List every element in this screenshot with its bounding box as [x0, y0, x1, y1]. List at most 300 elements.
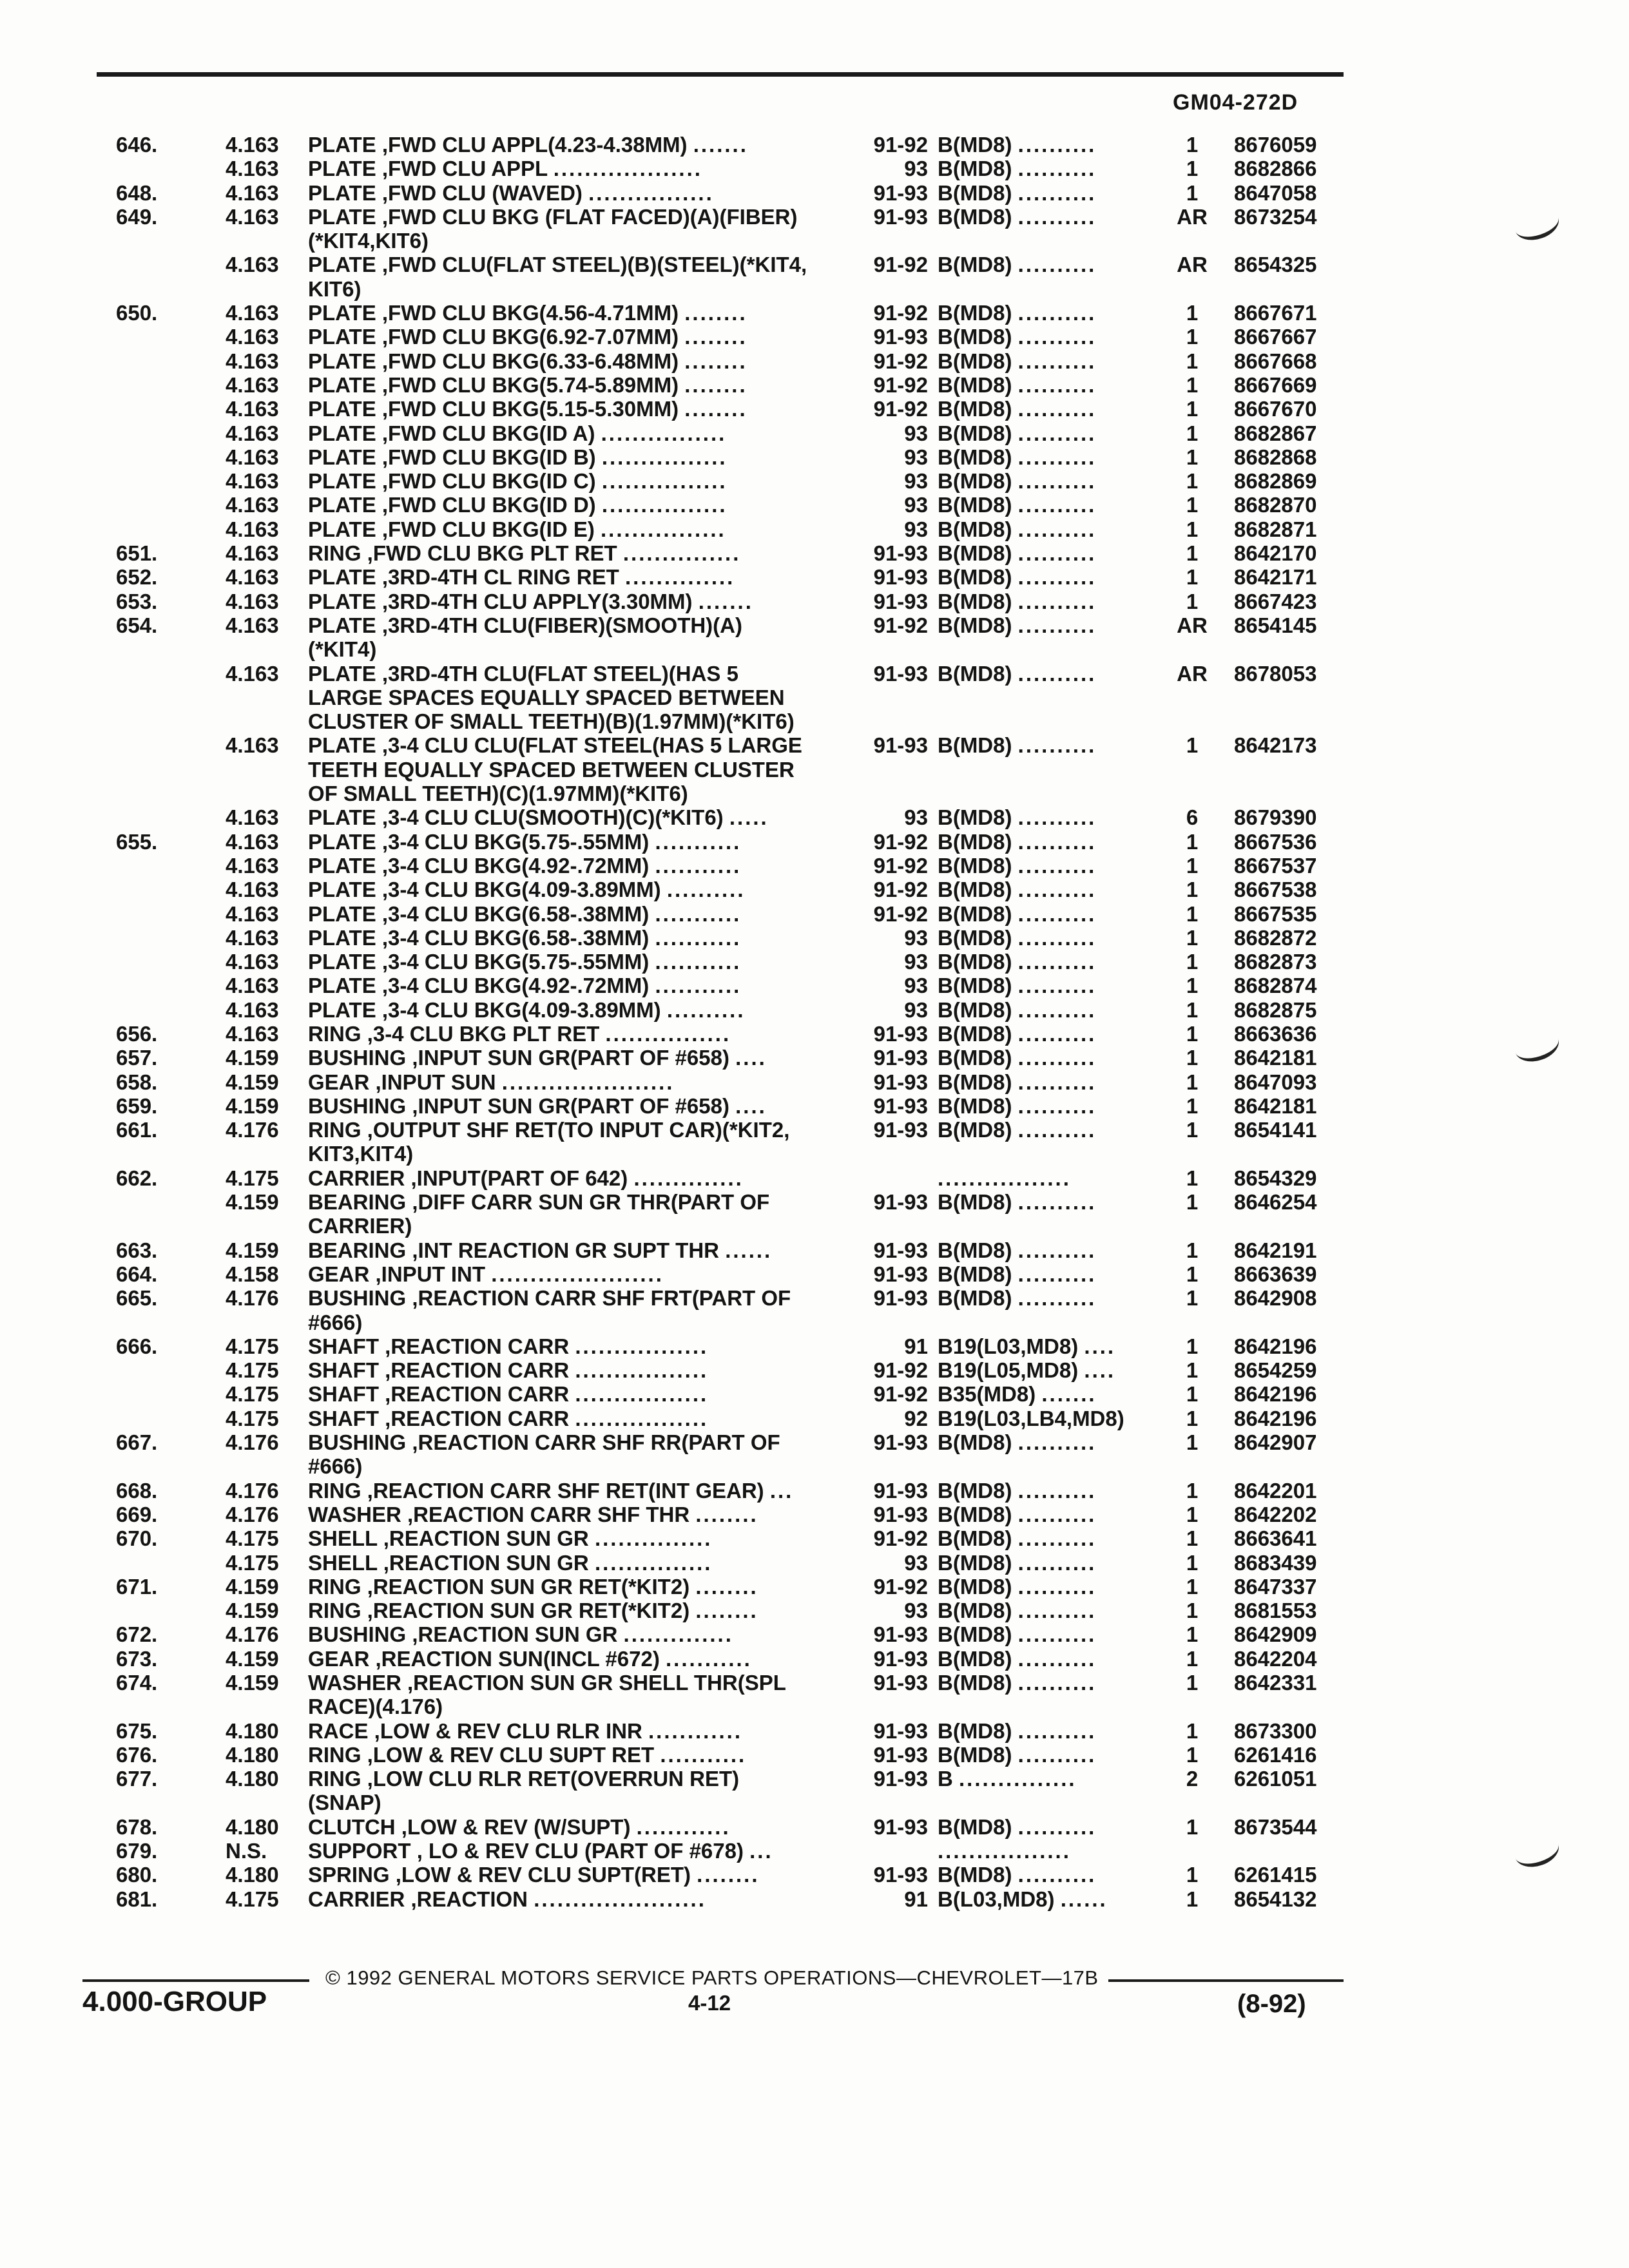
leader-dots: ...............	[594, 1526, 713, 1551]
parts-row	[0, 1311, 1629, 1334]
part-description: PLATE ,FWD CLU BKG(ID C) ................	[308, 469, 728, 494]
group-number: N.S.	[226, 1839, 267, 1863]
parts-row	[0, 1454, 1629, 1478]
leader-dots: ..........	[1017, 1550, 1097, 1575]
parts-row	[0, 517, 1629, 541]
parts-row	[0, 1190, 1629, 1214]
item-number: 659.	[116, 1093, 158, 1118]
leader-dots: ..............	[633, 1166, 744, 1190]
parts-row	[0, 1526, 1629, 1550]
quantity: 1	[1186, 733, 1199, 758]
quantity: 1	[1186, 1742, 1199, 1767]
quantity: AR	[1177, 613, 1208, 637]
group-number: 4.163	[226, 493, 279, 517]
parts-row	[0, 445, 1629, 469]
part-number: 8682872	[1234, 925, 1317, 950]
application: B(MD8) ..........	[938, 204, 1097, 229]
part-description: SHAFT ,REACTION CARR .................	[308, 1334, 709, 1358]
model-years: 91-92	[873, 1574, 928, 1599]
application: B(MD8) ..........	[938, 1718, 1097, 1743]
model-years: 91-92	[873, 1382, 928, 1407]
group-number: 4.159	[226, 1238, 279, 1262]
part-number: 8667538	[1234, 878, 1317, 902]
part-number: 8682869	[1234, 469, 1317, 494]
copyright-notice: © 1992 GENERAL MOTORS SERVICE PARTS OPERATIONS—CHEVROLET—17B	[325, 1966, 1099, 1989]
application: B(MD8) ..........	[938, 1238, 1097, 1262]
quantity: 1	[1186, 133, 1199, 157]
application: B(MD8) ..........	[938, 1550, 1097, 1575]
leader-dots: ...............	[622, 541, 741, 566]
footer-rule-left	[82, 1979, 309, 1982]
part-description: PLATE ,3-4 CLU BKG(6.58-.38MM) ...........	[308, 901, 742, 926]
parts-row	[0, 1142, 1629, 1166]
part-description: PLATE ,3RD-4TH CLU(FIBER)(SMOOTH)(A)	[308, 613, 742, 637]
leader-dots: ...................	[553, 157, 702, 181]
application: B(MD8) ..........	[938, 878, 1097, 902]
leader-dots: ..........	[1017, 180, 1097, 205]
leader-dots: ..........	[1017, 878, 1097, 902]
part-number: 8673254	[1234, 204, 1317, 229]
part-number: 8679390	[1234, 805, 1317, 830]
part-number: 8676059	[1234, 133, 1317, 157]
parts-list	[0, 133, 1629, 1911]
quantity: 1	[1186, 589, 1199, 613]
quantity: 1	[1186, 1382, 1199, 1407]
parts-row	[0, 325, 1629, 349]
leader-dots: ........	[684, 325, 747, 349]
part-number: 6261051	[1234, 1767, 1317, 1791]
leader-dots: .......	[1041, 1382, 1097, 1407]
application: B(MD8) ..........	[938, 493, 1097, 517]
application: B19(L03,LB4,MD8)	[938, 1406, 1124, 1430]
leader-dots: ..........	[1017, 1718, 1097, 1743]
model-years: 91-93	[873, 541, 928, 566]
group-number: 4.159	[226, 1093, 279, 1118]
application: B(MD8) ..........	[938, 1262, 1097, 1286]
part-number: 8642170	[1234, 541, 1317, 566]
part-description: TEETH EQUALLY SPACED BETWEEN CLUSTER	[308, 757, 795, 782]
model-years: 91-93	[873, 325, 928, 349]
item-number: 655.	[116, 829, 158, 854]
leader-dots: ..........	[1017, 253, 1097, 277]
parts-row	[0, 1839, 1629, 1863]
part-description: PLATE ,3-4 CLU BKG(4.92-.72MM) ...........	[308, 853, 742, 878]
application: B(MD8) ..........	[938, 397, 1097, 421]
part-description: PLATE ,FWD CLU BKG(6.92-7.07MM) ........	[308, 325, 747, 349]
leader-dots: ..........	[1017, 445, 1097, 469]
part-description: PLATE ,3-4 CLU BKG(6.58-.38MM) ...........	[308, 925, 742, 950]
part-description: (SNAP)	[308, 1791, 381, 1815]
application: B(MD8) ..........	[938, 1646, 1097, 1671]
part-description: PLATE ,3-4 CLU BKG(4.09-3.89MM) ..........	[308, 878, 746, 902]
leader-dots: ..........	[1017, 1190, 1097, 1215]
leader-dots: ........	[697, 1863, 760, 1887]
part-description: CARRIER)	[308, 1214, 412, 1238]
item-number: 672.	[116, 1622, 158, 1647]
leader-dots: ..........	[1017, 1046, 1097, 1070]
revision-date: (8-92)	[1237, 1990, 1306, 2018]
part-number: 8654329	[1234, 1166, 1317, 1190]
item-number: 677.	[116, 1767, 158, 1791]
quantity: 1	[1186, 1286, 1199, 1311]
application: B(MD8) ..........	[938, 974, 1097, 998]
leader-dots: ..........	[1017, 1671, 1097, 1695]
part-number: 8667535	[1234, 901, 1317, 926]
group-number: 4.163	[226, 950, 279, 974]
part-description: RING ,LOW & REV CLU SUPT RET ...........	[308, 1742, 747, 1767]
application: B19(L05,MD8) ....	[938, 1358, 1116, 1383]
group-number: 4.163	[226, 445, 279, 469]
quantity: 1	[1186, 974, 1199, 998]
parts-row	[0, 469, 1629, 493]
parts-row	[0, 709, 1629, 733]
parts-row	[0, 782, 1629, 805]
model-years: 91-93	[873, 1671, 928, 1695]
part-description: PLATE ,3-4 CLU BKG(5.75-.55MM) ...........	[308, 829, 742, 854]
parts-row	[0, 637, 1629, 661]
application: B(MD8) ..........	[938, 1622, 1097, 1647]
parts-row	[0, 1358, 1629, 1382]
part-description: BEARING ,DIFF CARR SUN GR THR(PART OF	[308, 1190, 770, 1215]
parts-row	[0, 733, 1629, 757]
parts-row	[0, 854, 1629, 878]
catalog-code: GM04-272D	[1173, 90, 1298, 115]
leader-dots: ........	[684, 372, 747, 397]
parts-row	[0, 830, 1629, 854]
quantity: 1	[1186, 853, 1199, 878]
part-description: (*KIT4,KIT6)	[308, 229, 429, 253]
part-number: 6261415	[1234, 1863, 1317, 1887]
parts-row	[0, 1863, 1629, 1887]
model-years: 93	[904, 1599, 928, 1623]
model-years: 91-93	[873, 180, 928, 205]
part-description: BUSHING ,REACTION SUN GR ..............	[308, 1622, 733, 1647]
model-years: 91-93	[873, 661, 928, 686]
parts-row	[0, 373, 1629, 397]
model-years: 91-92	[873, 253, 928, 277]
leader-dots: ..........	[1017, 974, 1097, 998]
part-description: BEARING ,INT REACTION GR SUPT THR ......	[308, 1238, 773, 1262]
model-years: 93	[904, 805, 928, 830]
part-description: PLATE ,FWD CLU BKG(ID B) ................	[308, 445, 728, 469]
quantity: 1	[1186, 1093, 1199, 1118]
leader-dots: ..........	[1017, 1286, 1097, 1311]
group-number: 4.163	[226, 925, 279, 950]
group-number: 4.159	[226, 1070, 279, 1094]
group-number: 4.159	[226, 1646, 279, 1671]
part-number: 8642173	[1234, 733, 1317, 758]
application: B(MD8) ..........	[938, 349, 1097, 373]
part-description: SHAFT ,REACTION CARR .................	[308, 1358, 709, 1383]
model-years: 91-93	[873, 1863, 928, 1887]
leader-dots: ....	[1084, 1358, 1116, 1383]
group-number: 4.163	[226, 565, 279, 590]
parts-row	[0, 878, 1629, 901]
parts-row	[0, 1791, 1629, 1814]
group-number: 4.163	[226, 829, 279, 854]
model-years: 91-92	[873, 372, 928, 397]
model-years: 91-92	[873, 901, 928, 926]
quantity: 1	[1186, 1190, 1199, 1215]
part-number: 8682875	[1234, 997, 1317, 1022]
part-description: PLATE ,FWD CLU BKG(ID A) ................	[308, 421, 727, 445]
application: B(MD8) ..........	[938, 1574, 1097, 1599]
leader-dots: .................	[575, 1382, 709, 1407]
application: B35(MD8) .......	[938, 1382, 1097, 1407]
part-number: 8682866	[1234, 157, 1317, 181]
group-number: 4.163	[226, 349, 279, 373]
model-years: 91-93	[873, 1430, 928, 1455]
application: B(MD8) ..........	[938, 1526, 1097, 1551]
part-description: PLATE ,FWD CLU BKG(6.33-6.48MM) ........	[308, 349, 747, 373]
part-description: PLATE ,FWD CLU BKG(5.74-5.89MM) ........	[308, 372, 747, 397]
part-description: PLATE ,3-4 CLU BKG(5.75-.55MM) ...........	[308, 950, 742, 974]
item-number: 670.	[116, 1526, 158, 1551]
parts-row	[0, 805, 1629, 829]
parts-row	[0, 1815, 1629, 1839]
part-number: 6261416	[1234, 1742, 1317, 1767]
part-description: BUSHING ,REACTION CARR SHF FRT(PART OF	[308, 1286, 791, 1311]
quantity: 1	[1186, 541, 1199, 566]
leader-dots: ..........	[1017, 517, 1097, 541]
group-number: 4.176	[226, 1118, 279, 1142]
quantity: 1	[1186, 445, 1199, 469]
leader-dots: .......	[698, 589, 753, 613]
model-years: 91-92	[873, 301, 928, 325]
part-number: 8667423	[1234, 589, 1317, 613]
quantity: 1	[1186, 1599, 1199, 1623]
model-years: 91-92	[873, 829, 928, 854]
group-number: 4.175	[226, 1334, 279, 1358]
part-description: SUPPORT , LO & REV CLU (PART OF #678) ...	[308, 1839, 773, 1863]
part-number: 8654325	[1234, 253, 1317, 277]
leader-dots: ..........	[1017, 1430, 1097, 1455]
application: B(MD8) ..........	[938, 805, 1097, 830]
part-description: RING ,FWD CLU BKG PLT RET ...............	[308, 541, 741, 566]
leader-dots: ...........	[655, 974, 742, 998]
model-years: 91-93	[873, 589, 928, 613]
leader-dots: .................	[938, 1166, 1071, 1190]
leader-dots: ..........	[1017, 589, 1097, 613]
group-number: 4.163	[226, 901, 279, 926]
leader-dots: ...........	[655, 901, 742, 926]
model-years: 93	[904, 950, 928, 974]
part-description: PLATE ,FWD CLU BKG (FLAT FACED)(A)(FIBER)	[308, 204, 798, 229]
part-description: PLATE ,3-4 CLU CLU(FLAT STEEL(HAS 5 LARGE	[308, 733, 802, 758]
part-description: WASHER ,REACTION CARR SHF THR ........	[308, 1502, 758, 1526]
model-years: 91-93	[873, 1070, 928, 1094]
application: B(MD8) ..........	[938, 901, 1097, 926]
parts-row	[0, 397, 1629, 421]
part-description: #666)	[308, 1310, 363, 1334]
leader-dots: ...........	[655, 829, 742, 854]
part-description: PLATE ,3RD-4TH CLU(FLAT STEEL)(HAS 5	[308, 661, 738, 686]
application: B(MD8) ..........	[938, 1863, 1097, 1887]
model-years: 91	[904, 1887, 928, 1911]
parts-row	[0, 926, 1629, 950]
part-description: BUSHING ,INPUT SUN GR(PART OF #658) ....	[308, 1046, 767, 1070]
parts-row	[0, 950, 1629, 974]
quantity: 1	[1186, 1718, 1199, 1743]
quantity: 1	[1186, 1021, 1199, 1046]
leader-dots: ..........	[666, 997, 746, 1022]
part-number: 8642201	[1234, 1478, 1317, 1503]
model-years: 91-93	[873, 1118, 928, 1142]
item-number: 668.	[116, 1478, 158, 1503]
group-number: 4.175	[226, 1550, 279, 1575]
leader-dots: ......................	[501, 1070, 675, 1094]
parts-row	[0, 253, 1629, 276]
page-number: 4-12	[688, 1991, 731, 2015]
leader-dots: ........	[695, 1599, 758, 1623]
leader-dots: ...........	[655, 925, 742, 950]
application: B(MD8) ..........	[938, 589, 1097, 613]
leader-dots: ..........	[1017, 204, 1097, 229]
group-number: 4.163	[226, 133, 279, 157]
quantity: 1	[1186, 1863, 1199, 1887]
part-description: PLATE ,FWD CLU BKG(5.15-5.30MM) ........	[308, 397, 747, 421]
item-number: 656.	[116, 1021, 158, 1046]
item-number: 678.	[116, 1814, 158, 1839]
item-number: 679.	[116, 1839, 158, 1863]
leader-dots: ..........	[1017, 421, 1097, 445]
group-number: 4.163	[226, 372, 279, 397]
application: B(MD8) ..........	[938, 1286, 1097, 1311]
part-number: 8667670	[1234, 397, 1317, 421]
quantity: 1	[1186, 517, 1199, 541]
part-description: PLATE ,3-4 CLU CLU(SMOOTH)(C)(*KIT6) .....	[308, 805, 769, 830]
application	[938, 1166, 1071, 1190]
parts-row	[0, 1575, 1629, 1599]
application: B(MD8) ..........	[938, 1430, 1097, 1455]
part-description: BUSHING ,REACTION CARR SHF RR(PART OF	[308, 1430, 780, 1455]
parts-row	[0, 1695, 1629, 1718]
parts-row	[0, 349, 1629, 373]
group-number: 4.176	[226, 1502, 279, 1526]
part-number: 8654132	[1234, 1887, 1317, 1911]
group-number: 4.163	[226, 974, 279, 998]
application: B(MD8) ..........	[938, 1502, 1097, 1526]
group-number: 4.180	[226, 1863, 279, 1887]
leader-dots: ..........	[1017, 1574, 1097, 1599]
model-years: 91-93	[873, 1767, 928, 1791]
leader-dots: ..........	[1017, 805, 1097, 830]
group-number: 4.163	[226, 157, 279, 181]
model-years: 91	[904, 1334, 928, 1358]
quantity: AR	[1177, 204, 1208, 229]
parts-row	[0, 1551, 1629, 1575]
part-description: PLATE ,3RD-4TH CLU APPLY(3.30MM) .......	[308, 589, 753, 613]
parts-row	[0, 157, 1629, 180]
quantity: 1	[1186, 180, 1199, 205]
item-number: 667.	[116, 1430, 158, 1455]
application: B(MD8) ..........	[938, 613, 1097, 637]
leader-dots: ........	[695, 1574, 758, 1599]
leader-dots: ..........	[1017, 1021, 1097, 1046]
leader-dots: ..........	[1017, 349, 1097, 373]
application: B(MD8) ..........	[938, 541, 1097, 566]
quantity: 1	[1186, 1262, 1199, 1286]
application: B(MD8) ..........	[938, 1599, 1097, 1623]
item-number: 650.	[116, 301, 158, 325]
leader-dots: ...........	[660, 1742, 747, 1767]
item-number: 654.	[116, 613, 158, 637]
part-description: CARRIER ,REACTION ......................	[308, 1887, 706, 1911]
part-description: PLATE ,FWD CLU(FLAT STEEL)(B)(STEEL)(*KIT4,	[308, 253, 807, 277]
leader-dots: ..........	[1017, 829, 1097, 854]
application: B(MD8) ..........	[938, 157, 1097, 181]
parts-row	[0, 301, 1629, 325]
parts-row	[0, 1022, 1629, 1046]
application	[938, 1839, 1071, 1863]
parts-row	[0, 613, 1629, 637]
model-years: 91-93	[873, 1093, 928, 1118]
model-years: 91-92	[873, 1358, 928, 1383]
parts-row	[0, 662, 1629, 686]
model-years: 91-93	[873, 1286, 928, 1311]
part-number: 8682870	[1234, 493, 1317, 517]
quantity: 1	[1186, 925, 1199, 950]
application: B(MD8) ..........	[938, 180, 1097, 205]
part-number: 8642202	[1234, 1502, 1317, 1526]
model-years: 93	[904, 974, 928, 998]
part-description: PLATE ,3-4 CLU BKG(4.92-.72MM) ...........	[308, 974, 742, 998]
model-years: 91-92	[873, 1526, 928, 1551]
part-number: 8646254	[1234, 1190, 1317, 1215]
quantity: 1	[1186, 1070, 1199, 1094]
part-description: RACE)(4.176)	[308, 1695, 443, 1719]
model-years: 91-92	[873, 878, 928, 902]
part-description: PLATE ,FWD CLU APPL(4.23-4.38MM) .......	[308, 133, 748, 157]
application: B(MD8) ..........	[938, 925, 1097, 950]
quantity: 1	[1186, 493, 1199, 517]
quantity: 1	[1186, 325, 1199, 349]
parts-row	[0, 565, 1629, 589]
parts-row	[0, 541, 1629, 565]
top-rule	[97, 72, 1344, 77]
group-number: 4.175	[226, 1406, 279, 1430]
leader-dots: ......	[1060, 1887, 1108, 1911]
leader-dots: ..............	[624, 565, 735, 590]
quantity: 1	[1186, 397, 1199, 421]
parts-row	[0, 686, 1629, 709]
part-number: 8682874	[1234, 974, 1317, 998]
part-description: PLATE ,3-4 CLU BKG(4.09-3.89MM) ..........	[308, 997, 746, 1022]
item-number: 653.	[116, 589, 158, 613]
model-years: 91-92	[873, 613, 928, 637]
part-number: 8654141	[1234, 1118, 1317, 1142]
application: B(MD8) ..........	[938, 661, 1097, 686]
part-number: 8647337	[1234, 1574, 1317, 1599]
application: B(MD8) ..........	[938, 829, 1097, 854]
leader-dots: .................	[938, 1839, 1071, 1863]
leader-dots: ..........	[1017, 901, 1097, 926]
leader-dots: ..........	[1017, 1742, 1097, 1767]
part-description: WASHER ,REACTION SUN GR SHELL THR(SPL	[308, 1671, 786, 1695]
application: B(MD8) ..........	[938, 950, 1097, 974]
parts-row	[0, 133, 1629, 157]
group-number: 4.176	[226, 1430, 279, 1455]
quantity: 1	[1186, 829, 1199, 854]
part-number: 8642181	[1234, 1093, 1317, 1118]
application: B(MD8) ..........	[938, 372, 1097, 397]
group-number: 4.175	[226, 1887, 279, 1911]
application: B(MD8) ..........	[938, 997, 1097, 1022]
application: B(MD8) ..........	[938, 421, 1097, 445]
group-number: 4.163	[226, 589, 279, 613]
group-number: 4.163	[226, 541, 279, 566]
model-years: 91-93	[873, 1262, 928, 1286]
